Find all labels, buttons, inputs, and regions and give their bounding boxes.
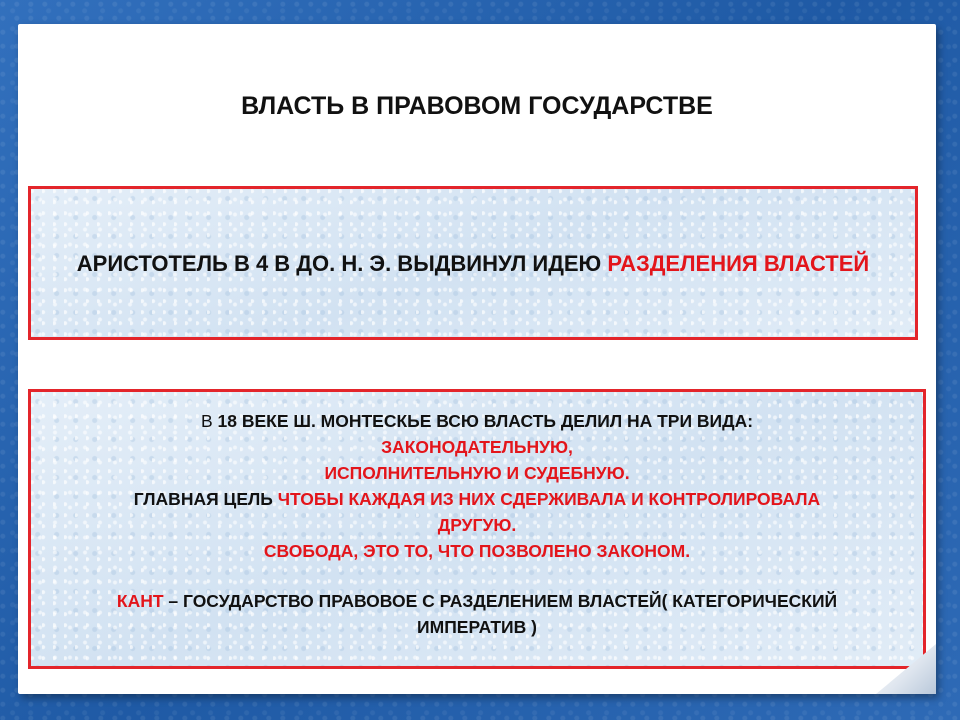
freedom-line: СВОБОДА, ЭТО ТО, ЧТО ПОЗВОЛЕНО ЗАКОНОМ. [263,541,691,561]
kant-text: – ГОСУДАРСТВО ПРАВОВОЕ С РАЗДЕЛЕНИЕМ ВЛАСТЕЙ( КАТЕГОРИЧЕСКИЙ [163,591,838,611]
montesquieu-line-1 [31,408,923,434]
aristotle-text-black: АРИСТОТЕЛЬ В 4 В ДО. Н. Э. ВЫДВИНУЛ ИДЕЮ [76,250,608,276]
line-1-rest: 18 ВЕКЕ Ш. МОНТЕСКЬЕ ВСЮ ВЛАСТЬ ДЕЛИЛ НА ТРИ ВИДА: [217,411,754,431]
slide-title: ВЛАСТЬ В ПРАВОВОМ ГОСУДАРСТВЕ [241,92,713,120]
aristotle-text-red: РАЗДЕЛЕНИЯ ВЛАСТЕЙ [607,250,870,276]
kant-line [31,588,923,614]
kant-continuation: ИМПЕРАТИВ ) [417,617,537,637]
aristotle-text [77,245,869,282]
slide [18,24,936,694]
kant-name: КАНТ [116,591,164,611]
executive-judicial-line: ИСПОЛНИТЕЛЬНУЮ И СУДЕБНУЮ. [324,463,630,483]
line-1-prefix: В [200,411,218,431]
aristotle-box [28,186,918,340]
main-goal-line [31,486,923,512]
spacer [31,564,923,588]
legislative-line: ЗАКОНОДАТЕЛЬНУЮ, [381,437,573,457]
main-goal-continuation: ДРУГУЮ. [437,515,517,535]
main-goal-text: ЧТОБЫ КАЖДАЯ ИЗ НИХ СДЕРЖИВАЛА И КОНТРОЛИРОВАЛА [277,489,821,509]
main-goal-label: ГЛАВНАЯ ЦЕЛЬ [133,489,278,509]
montesquieu-box [28,389,926,669]
